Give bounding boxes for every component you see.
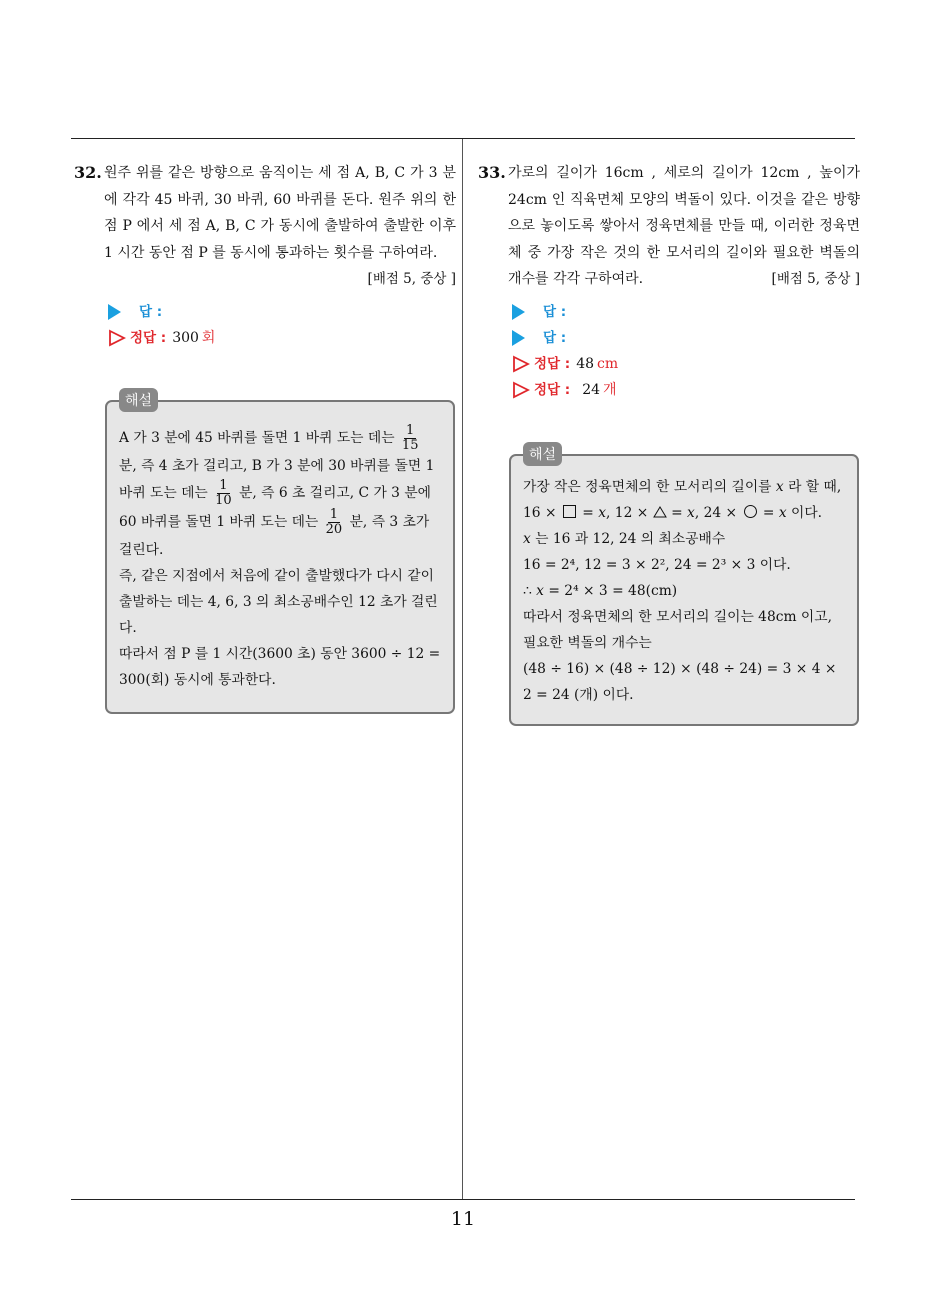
correct-unit: 회 <box>201 329 216 346</box>
fraction-numerator: 1 <box>406 423 415 438</box>
correct-answer-row-2 <box>512 377 860 403</box>
answer-label: 답 : <box>543 303 567 320</box>
exp-text: = <box>671 505 683 521</box>
correct-value: 24 <box>582 381 601 398</box>
question-32 <box>74 160 456 351</box>
fraction <box>402 424 419 453</box>
explanation-body <box>107 402 453 703</box>
correct-unit: cm <box>597 355 619 372</box>
exp-text: = <box>582 505 594 521</box>
outline-arrow-icon <box>512 355 530 373</box>
exp-text: 이다. <box>791 505 823 521</box>
variable-x: x <box>523 531 531 547</box>
answer-row[interactable] <box>108 299 456 325</box>
explanation-box-33 <box>509 447 859 726</box>
fraction-denominator: 10 <box>215 493 232 508</box>
exp-text: , 12 × <box>606 505 649 521</box>
explanation-tag: 해설 <box>523 442 562 466</box>
explanation-line-1 <box>523 474 845 526</box>
question-number: 33. <box>478 163 506 182</box>
square-symbol-icon <box>563 505 576 518</box>
explanation-para-3: 따라서 점 P 를 1 시간(3600 초) 동안 3600 ÷ 12 = 300(회) 동시에 통과한다. <box>119 646 441 688</box>
exp-text: 16 × <box>523 505 557 521</box>
fraction <box>326 508 343 537</box>
triangle-symbol-icon <box>653 506 667 518</box>
question-body: 가로의 길이가 16cm , 세로의 길이가 12cm , 높이가 24cm 인 직육면체 모양의 벽돌이 있다. 이것을 같은 방향으로 놓이도록 쌓아서 정육면체를 만들 때, 이러한 정육면체 중 가장 작은 것의 한 모서리의 길이와 필요한 벽돌의 개수를 각각 구하여라. <box>508 165 860 287</box>
fraction-numerator: 1 <box>219 478 228 493</box>
circle-symbol-icon <box>744 505 757 518</box>
variable-x: x <box>598 505 607 521</box>
question-meta: [배점 5, 중상 ] <box>771 271 860 287</box>
play-arrow-icon <box>512 330 525 346</box>
explanation-tag: 해설 <box>119 388 158 412</box>
answer-row-2[interactable] <box>512 325 860 351</box>
correct-label: 정답 : <box>130 329 167 346</box>
exp-text: = <box>762 505 775 521</box>
correct-unit: 개 <box>603 381 617 398</box>
explanation-box-32 <box>105 393 455 714</box>
correct-value: 300 <box>172 329 199 346</box>
correct-label: 정답 : <box>534 381 571 398</box>
exp-text: 분, 즉 4 초가 걸리고, B 가 3 분에 30 바퀴를 돌면 1 바퀴 도는 데는 <box>119 458 435 501</box>
question-body: 원주 위를 같은 방향으로 움직이는 세 점 A, B, C 가 3 분에 각각 45 바퀴, 30 바퀴, 60 바퀴를 돈다. 원주 위의 한 점 P 에서 세 점 A, B, C 가 동시에 출발하여 출발한 이후 1 시간 동안 점 P 를 동시에 통과하는 횟수를 구하여라. <box>104 165 456 261</box>
question-32-header <box>74 160 456 293</box>
answer-row-1[interactable] <box>512 299 860 325</box>
variable-x: x <box>775 479 784 495</box>
explanation-line-7: (48 ÷ 16) × (48 ÷ 12) × (48 ÷ 24) = 3 × 4 × 2 = 24 (개) 이다. <box>523 661 837 703</box>
variable-x: x <box>536 583 544 599</box>
exp-text: A 가 3 분에 45 바퀴를 돌면 1 바퀴 도는 데는 <box>119 430 395 446</box>
correct-label: 정답 : <box>534 355 571 372</box>
question-text <box>104 160 456 293</box>
correct-answer-row <box>108 325 456 351</box>
question-33-header <box>478 160 860 293</box>
fraction-denominator: 15 <box>401 438 419 453</box>
question-33 <box>478 160 860 403</box>
play-arrow-icon <box>108 304 121 320</box>
question-number: 32. <box>74 163 102 182</box>
explanation-line-4: 16 = 2⁴, 12 = 3 × 2², 24 = 2³ × 3 이다. <box>523 557 791 573</box>
explanation-line-5 <box>523 578 845 604</box>
exp-text: = 2⁴ × 3 = 48(cm) <box>548 583 678 599</box>
fraction <box>215 479 232 508</box>
exp-text: 라 할 때, <box>788 479 842 495</box>
fraction-denominator: 20 <box>325 522 343 537</box>
fraction-numerator: 1 <box>329 507 339 522</box>
explanation-body <box>511 456 857 718</box>
page-number: 11 <box>450 1208 476 1230</box>
explanation-para-1 <box>119 424 441 563</box>
header-rule <box>71 138 855 139</box>
therefore-symbol: ∴ <box>523 583 532 599</box>
footer-rule <box>71 1199 855 1200</box>
exp-text: , 24 × <box>694 505 738 521</box>
outline-arrow-icon <box>108 329 126 347</box>
column-divider <box>462 139 463 1200</box>
exp-text: 는 16 과 12, 24 의 최소공배수 <box>535 531 726 547</box>
outline-arrow-icon <box>512 381 530 399</box>
correct-value: 48 <box>576 355 595 372</box>
variable-x: x <box>778 505 787 521</box>
exp-text: 가장 작은 정육면체의 한 모서리의 길이를 <box>523 479 772 495</box>
answer-label: 답 : <box>543 329 567 346</box>
correct-answer-row-1 <box>512 351 860 377</box>
explanation-line-3 <box>523 526 845 552</box>
answer-label: 답 : <box>139 303 163 320</box>
exp-text: 분, 즉 6 초 걸리고, C 가 3 분에 60 바퀴를 돌면 1 바퀴 도는 데는 <box>119 485 431 530</box>
explanation-line-6: 따라서 정육면체의 한 모서리의 길이는 48cm 이고, 필요한 벽돌의 개수는 <box>523 609 832 651</box>
question-meta: [배점 5, 중상 ] <box>367 271 456 287</box>
explanation-para-2: 즉, 같은 지점에서 처음에 같이 출발했다가 다시 같이 출발하는 데는 4, 6, 3 의 최소공배수인 12 초가 걸린다. <box>119 568 438 636</box>
exp-text: 분, 즉 3 초가 걸린다. <box>119 514 430 558</box>
variable-x: x <box>687 505 695 521</box>
play-arrow-icon <box>512 304 525 320</box>
question-text <box>508 160 860 293</box>
